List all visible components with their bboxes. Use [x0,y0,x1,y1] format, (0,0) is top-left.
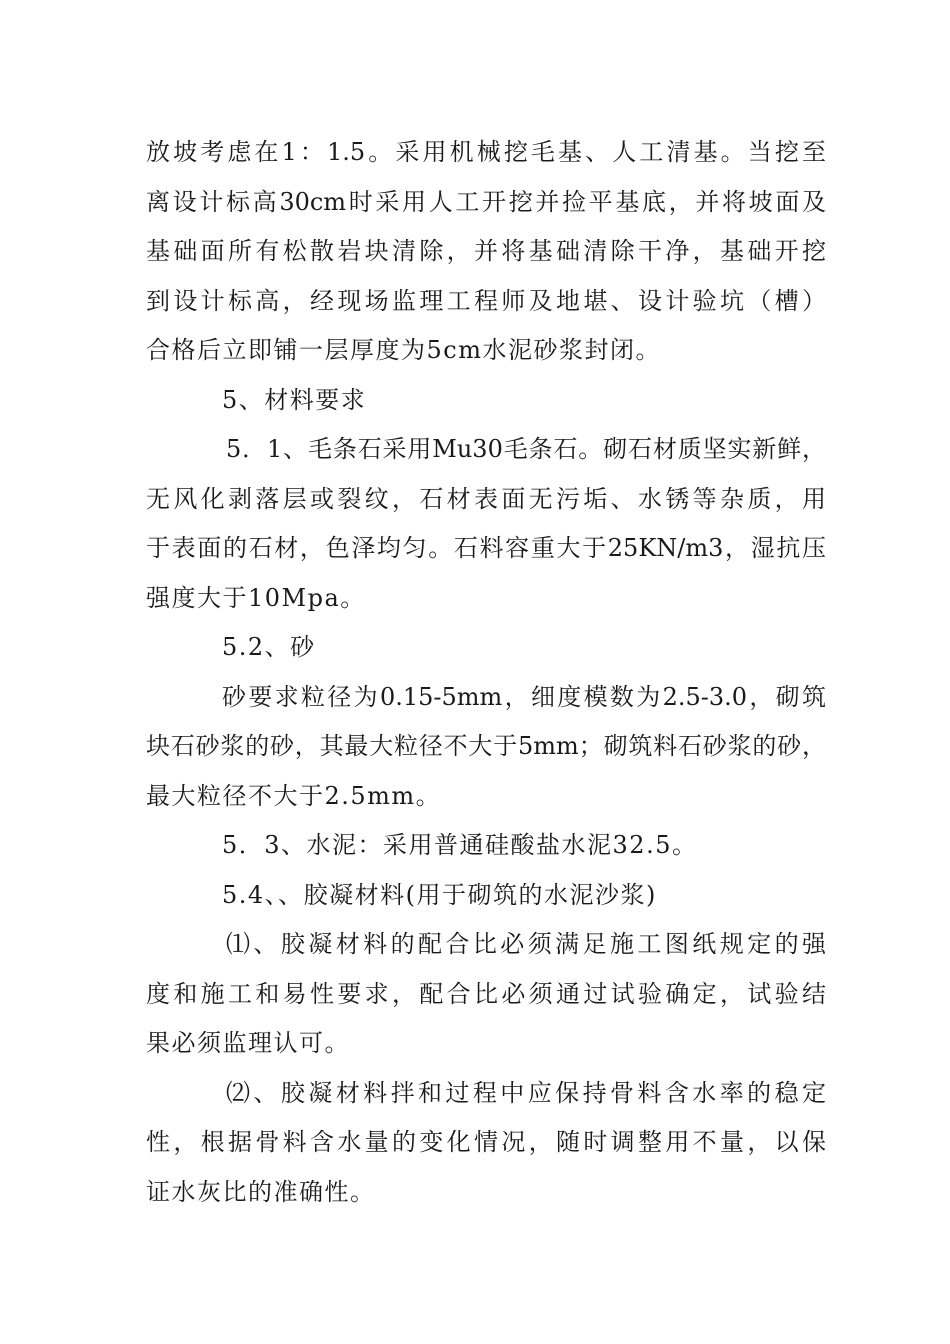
paragraph-line: 块石砂浆的砂，其最大粒径不大于5mm；砌筑料石砂浆的砂， [146,732,826,760]
paragraph-line: 5．1、毛条石采用Mu30毛条石。砌石材质坚实新鲜， [226,435,826,463]
section-heading: 5.4、、胶凝材料(用于砌筑的水泥沙浆) [222,880,657,909]
section-heading: 5．3、水泥：采用普通硅酸盐水泥32.5。 [222,831,698,859]
paragraph-line: 于表面的石材，色泽均匀。石料容重大于25KN/m3，湿抗压 [146,534,826,562]
paragraph-line: 合格后立即铺一层厚度为5cm水泥砂浆封闭。 [146,336,661,364]
paragraph-line: 果必须监理认可。 [146,1029,350,1057]
paragraph-line: 放坡考虑在1：1.5。采用机械挖毛基、人工清基。当挖至 [146,138,826,166]
section-heading: 5.2、砂 [222,633,316,661]
paragraph-line: 强度大于10Mpa。 [146,583,366,612]
paragraph-line: 度和施工和易性要求，配合比必须通过试验确定，试验结 [146,979,826,1008]
paragraph-line: 证水灰比的准确性。 [146,1177,376,1206]
paragraph-line: 无风化剥落层或裂纹，石材表面无污垢、水锈等杂质，用 [146,484,826,513]
paragraph-line: 砂要求粒径为0.15-5mm，细度模数为2.5-3.0，砌筑 [222,682,826,711]
paragraph-line: 性，根据骨料含水量的变化情况，随时调整用不量，以保 [146,1128,826,1156]
paragraph-line: 基础面所有松散岩块清除，并将基础清除干净，基础开挖 [146,237,826,265]
document-body [146,128,826,1217]
paragraph-line: 最大粒径不大于2.5mm。 [146,781,442,810]
paragraph-line: 到设计标高，经现场监理工程师及地堪、设计验坑（槽） [146,286,826,315]
section-heading: 5、材料要求 [222,385,367,414]
paragraph-line: ⑵、胶凝材料拌和过程中应保持骨料含水率的稳定 [226,1078,826,1107]
paragraph-line: ⑴、胶凝材料的配合比必须满足施工图纸规定的强 [226,930,826,958]
paragraph-line: 离设计标高30cm时采用人工开挖并捡平基底，并将坡面及 [146,187,826,216]
